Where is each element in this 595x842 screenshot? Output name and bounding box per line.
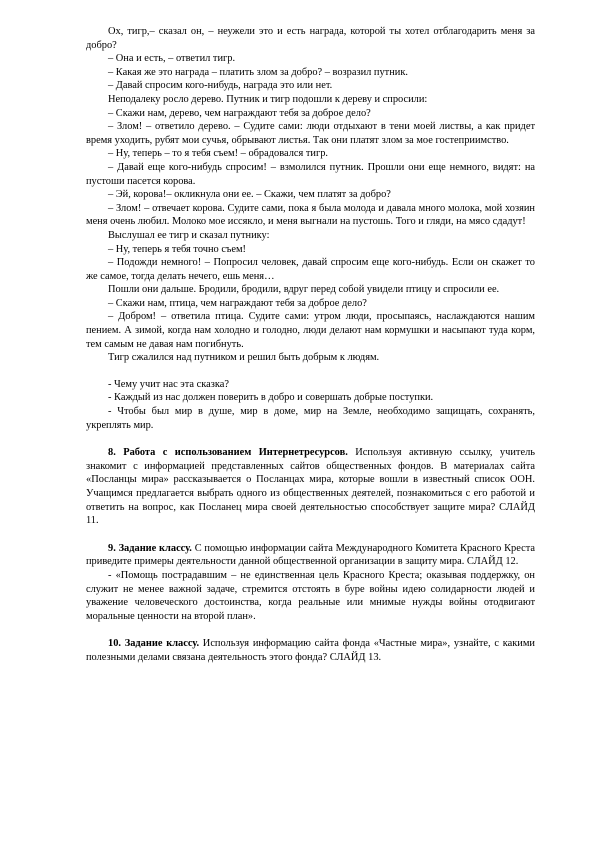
story-paragraph: – Подожди немного! – Попросил человек, давай спросим еще кого-нибудь. Если он скажет то же самое, тогда делать нечего, ешь меня…: [86, 257, 535, 282]
story-paragraph: – Давай спросим кого-нибудь, награда это или нет.: [108, 80, 333, 92]
story-paragraph: Неподалеку росло дерево. Путник и тигр подошли к дереву и спросили:: [108, 93, 428, 105]
story-paragraph: – Давай еще кого-нибудь спросим! – взмолился путник. Прошли они еще немного, видят: на пустоши пасется корова.: [86, 161, 535, 187]
story-paragraph: – Она и есть, – ответил тигр.: [108, 53, 236, 65]
story-paragraph: Выслушал ее тигр и сказал путнику:: [108, 229, 270, 241]
task-8-paragraph: [0, 446, 595, 528]
document-page: [0, 25, 595, 665]
spacer: [0, 528, 595, 542]
question-line: - Чтобы был мир в душе, мир в доме, мир на Земле, необходимо защищать, сохранять, укреплять мир.: [86, 406, 535, 431]
task-9-text: С помощью информации сайта Международного Комитета Красного Креста приведите примеры деятельности данной общественной организации в защиту мира. СЛАЙД 12.: [86, 542, 536, 568]
spacer: [0, 365, 595, 378]
story-paragraph: – Какая же это награда – платить злом за добро? – возразил путник.: [108, 66, 408, 78]
task-10-text: Используя информацию сайта фонда «Частные мира», узнайте, с какими полезными делами связана деятельность этого фонда? СЛАЙД 13.: [86, 638, 535, 663]
story-paragraph: – Злом! – ответило дерево. – Судите сами: люди отдыхают в тени моей листвы, а как придет время уходить, рубят мои сучья, обрывают листья. Так они платят злом за мое гостеприимство.: [86, 121, 535, 146]
question-line: - Чему учит нас эта сказка?: [108, 378, 229, 390]
story-paragraph: Тигр сжалился над путником и решил быть добрым к людям.: [108, 352, 380, 364]
story-paragraph: – Злом! – отвечает корова. Судите сами, пока я была молода и давала много молока, мой хозяин меня очень любил. Молоко мое иссякло, и меня выгнали на пустошь. Того и гляди, на мясо сдадут!: [86, 202, 535, 228]
story-paragraph: – Ну, теперь – то я тебя съем! – обрадовался тигр.: [108, 148, 329, 160]
task-10-paragraph: [0, 637, 595, 664]
task-9-quote: - «Помощь пострадавшим – не единственная цель Красного Креста; оказывая поддержку, он служит не менее важной задаче, стремится отстоять в буре войны идею солидарности людей и уважение человеческого достоинства, когда реальные или мнимые нужды войны отодвигают моральные ценности на второй план».: [86, 569, 535, 622]
task-10-heading: 10. Задание классу.: [108, 638, 200, 650]
story-paragraph: Пошли они дальше. Бродили, бродили, вдруг перед собой увидели птицу и спросили ее.: [108, 284, 500, 296]
task-9-paragraph: [0, 542, 595, 569]
story-paragraph: – Скажи нам, птица, чем награждают тебя за доброе дело?: [108, 297, 367, 309]
story-paragraph: – Эй, корова!– окликнула они ее. – Скажи, чем платят за добро?: [108, 189, 391, 201]
spacer: [0, 432, 595, 446]
story-paragraph: – Добром! – ответила птица. Судите сами: утром люди, просыпаясь, наслаждаются нашим пением. А зимой, когда нам холодно и голодно, люди делают нам кормушки и насыпают туда корм, тем самым не давая нам погибнуть.: [86, 311, 535, 350]
spacer: [0, 623, 595, 637]
task-9-heading: 9. Задание классу.: [108, 542, 192, 554]
question-line: - Каждый из нас должен поверить в добро и совершать добрые поступки.: [108, 392, 434, 404]
story-paragraph: – Скажи нам, дерево, чем награждают тебя за доброе дело?: [108, 107, 371, 119]
story-paragraph: Ох, тигр,– сказал он, – неужели это и есть награда, которой ты хотел отблагодарить меня за добро?: [86, 26, 535, 51]
task-8-text: Используя активную ссылку, учитель знакомит с информацией представленных сайтов общественных фондов. В материалах сайта «Посланцы мира» рассказывается о Посланцах мира, которые вошли в известный список ООН. Учащимся предлагается выбрать одного из общественных деятелей, познакомиться с его работой и ответить на вопрос, как Посланец мира своей деятельностью способствует защите мира? СЛАЙД 11.: [86, 447, 535, 527]
task-8-heading: 8. Работа с использованием Интернетресурсов.: [108, 447, 348, 459]
story-paragraph: – Ну, теперь я тебя точно съем!: [108, 243, 246, 255]
